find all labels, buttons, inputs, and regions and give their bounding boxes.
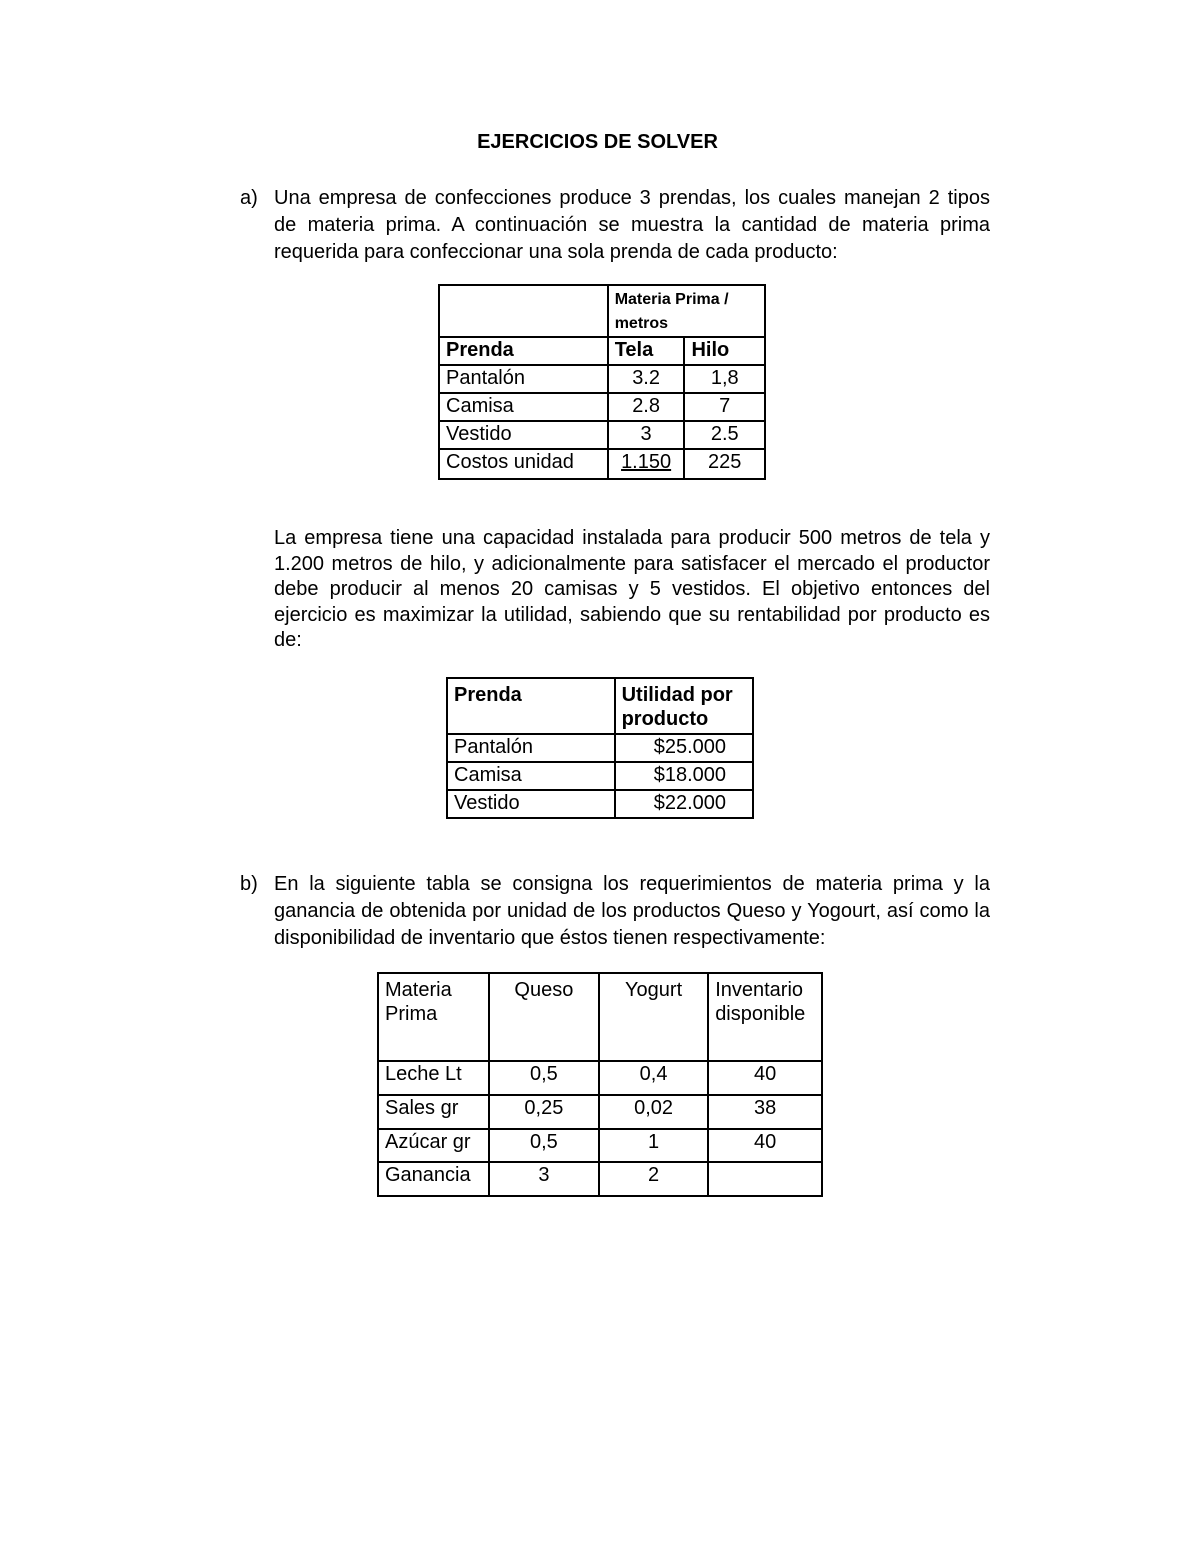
page-title: EJERCICIOS DE SOLVER [477,131,718,153]
table3-cell [708,1162,822,1196]
table1-header-hilo: Hilo [684,337,765,365]
table2-cell: $22.000 [615,790,753,818]
table1-cell: 2.8 [608,393,685,421]
table1-header-prenda: Prenda [439,337,608,365]
section-b-intro: En la siguiente tabla se consigna los requerimientos de materia prima y la ganancia de obtenida por unidad de los productos Queso y Yogourt, así como la disponibilidad de inventario que éstos tienen respectivamente: [274,873,990,949]
table-row [447,790,753,818]
table1-cell: 3 [608,421,685,449]
utilidad-table [446,677,754,819]
table1-group-header: Materia Prima / metros [608,285,765,337]
section-a-text2: La empresa tiene una capacidad instalada para producir 500 metros de tela y 1.200 metros de hilo, y adicionalmente para satisfacer el mercado el productor debe producir al menos 20 camisas y 5 vestidos. El objetivo entonces del ejercicio es maximizar la utilidad, sabiendo que su rentabilidad por producto es de: [274,527,990,651]
materia-prima-table [438,284,766,480]
table-row [439,393,765,421]
table3-header-yogurt: Yogurt [599,973,708,1061]
table3-cell: 0,02 [599,1095,708,1129]
section-b-marker: b) [240,873,258,895]
table2-cell: $25.000 [615,734,753,762]
table1-cell: 225 [684,449,765,479]
table3-cell: 2 [599,1162,708,1196]
table3-cell: Azúcar gr [378,1129,489,1162]
section-a-intro: Una empresa de confecciones produce 3 prendas, los cuales manejan 2 tipos de materia prima. A continuación se muestra la cantidad de materia prima requerida para confeccionar una sola prenda de cada producto: [274,187,990,263]
table-row [378,1061,822,1095]
table1-cell: 7 [684,393,765,421]
table-row [378,1095,822,1129]
table2-cell: Camisa [447,762,615,790]
table3-cell: 40 [708,1129,822,1162]
table1-cell: Vestido [439,421,608,449]
table-row [447,762,753,790]
table-row [439,365,765,393]
table3-header-materia-prima: Materia Prima [378,973,489,1061]
table1-cell: Camisa [439,393,608,421]
table-row [378,1162,822,1196]
table3-header-queso: Queso [489,973,599,1061]
table3-cell: 0,5 [489,1061,599,1095]
table1-header-tela: Tela [608,337,685,365]
table3-cell: 38 [708,1095,822,1129]
table2-header-prenda: Prenda [447,678,615,734]
table3-cell: 3 [489,1162,599,1196]
table3-cell: Sales gr [378,1095,489,1129]
table3-header-inventario: Inventario disponible [708,973,822,1061]
table-row [447,734,753,762]
table1-cell: Costos unidad [439,449,608,479]
table3-cell: 40 [708,1061,822,1095]
table1-cell: 1.150 [608,449,685,479]
table3-cell: Ganancia [378,1162,489,1196]
table3-cell: 0,4 [599,1061,708,1095]
section-a-marker: a) [240,187,258,209]
table2-cell: $18.000 [615,762,753,790]
inventario-table [377,972,823,1197]
table2-cell: Pantalón [447,734,615,762]
table2-header-utilidad: Utilidad por producto [615,678,753,734]
table1-cell: 2.5 [684,421,765,449]
table-row [378,1129,822,1162]
table3-cell: 0,25 [489,1095,599,1129]
table-row [439,421,765,449]
table3-cell: Leche Lt [378,1061,489,1095]
table1-cell: 3.2 [608,365,685,393]
table1-cell: 1,8 [684,365,765,393]
table3-cell: 0,5 [489,1129,599,1162]
table1-cell: Pantalón [439,365,608,393]
table2-cell: Vestido [447,790,615,818]
table3-cell: 1 [599,1129,708,1162]
table1-empty-header-cell [439,285,608,337]
table-row [439,449,765,479]
